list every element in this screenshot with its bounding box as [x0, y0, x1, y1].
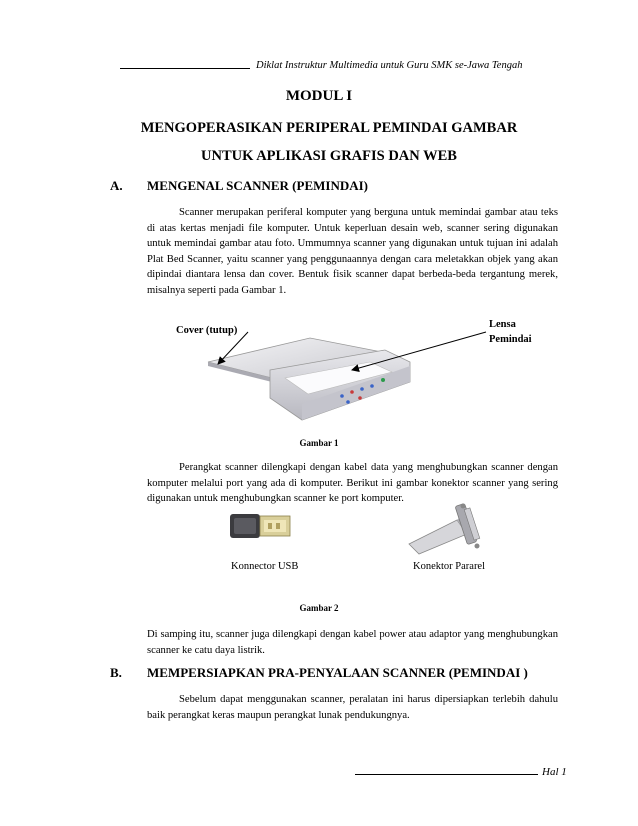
- figure1-label-lens-line1: Lensa: [489, 319, 516, 330]
- header-text: Diklat Instruktur Multimedia untuk Guru SMK se-Jawa Tengah: [256, 60, 523, 71]
- section-a-paragraph-1: Scanner merupakan periferal komputer yang berguna untuk memindai gambar atau teks di atas kertas menjadi file komputer. Untuk keperluan desain web, scanner sering digunakan untuk memindai gambar atau foto. Ummumnya scanner yang digunakan untuk tujuan ini adalah Plat Bed Scanner, yaitu scanner yang penggunaannya dengan cara meletakkan objek yang akan dipindai diantara lensa dan cover. Bentuk fisik scanner dapat berbeda-beda tergantung merek, misalnya seperti pada Gambar 1.: [147, 207, 558, 296]
- main-title-line1: MENGOPERASIKAN PERIPERAL PEMINDAI GAMBAR: [140, 120, 518, 136]
- figure1-caption: Gambar 1: [299, 438, 339, 448]
- figure2-caption: Gambar 2: [299, 603, 339, 613]
- section-a-heading: MENGENAL SCANNER (PEMINDAI): [147, 178, 369, 193]
- main-title-line2: UNTUK APLIKASI GRAFIS DAN WEB: [201, 148, 457, 164]
- figure2-label-parallel: Konektor Pararel: [413, 561, 486, 572]
- footer-rule: [355, 774, 538, 775]
- section-a-paragraph-3: Di samping itu, scanner juga dilengkapi dengan kabel power atau adaptor yang menghubungkan scanner ke catu daya listrik.: [147, 629, 558, 656]
- section-a-letter: A.: [110, 178, 123, 193]
- section-a-paragraph-2: Perangkat scanner dilengkapi dengan kabel data yang menghubungkan scanner dengan komputer melalui port yang ada di komputer. Berikut ini gambar konektor scanner yang sering digunakan untuk menghubungkan scanner ke port komputer.: [147, 462, 558, 505]
- usb-connector-image: [230, 508, 300, 542]
- section-b-heading: MEMPERSIAPKAN PRA-PENYALAAN SCANNER (PEMINDAI ): [147, 665, 528, 680]
- scanner-illustration: [170, 318, 530, 430]
- section-b-letter: B.: [110, 665, 122, 680]
- footer-page-label: Hal 1: [542, 766, 567, 778]
- figure2-label-usb: Konnector USB: [231, 561, 299, 572]
- figure1-label-lens-line2: Pemindai: [489, 334, 532, 345]
- section-b-paragraph-1: Sebelum dapat menggunakan scanner, peralatan ini harus dipersiapkan terlebih dahulu baik perangkat keras maupun perangkat lunak pendukungnya.: [147, 694, 558, 721]
- module-title: MODUL I: [285, 88, 353, 104]
- figure1-label-cover: Cover (tutup): [176, 325, 238, 336]
- parallel-connector-image: [405, 500, 485, 556]
- header-rule: [120, 68, 250, 69]
